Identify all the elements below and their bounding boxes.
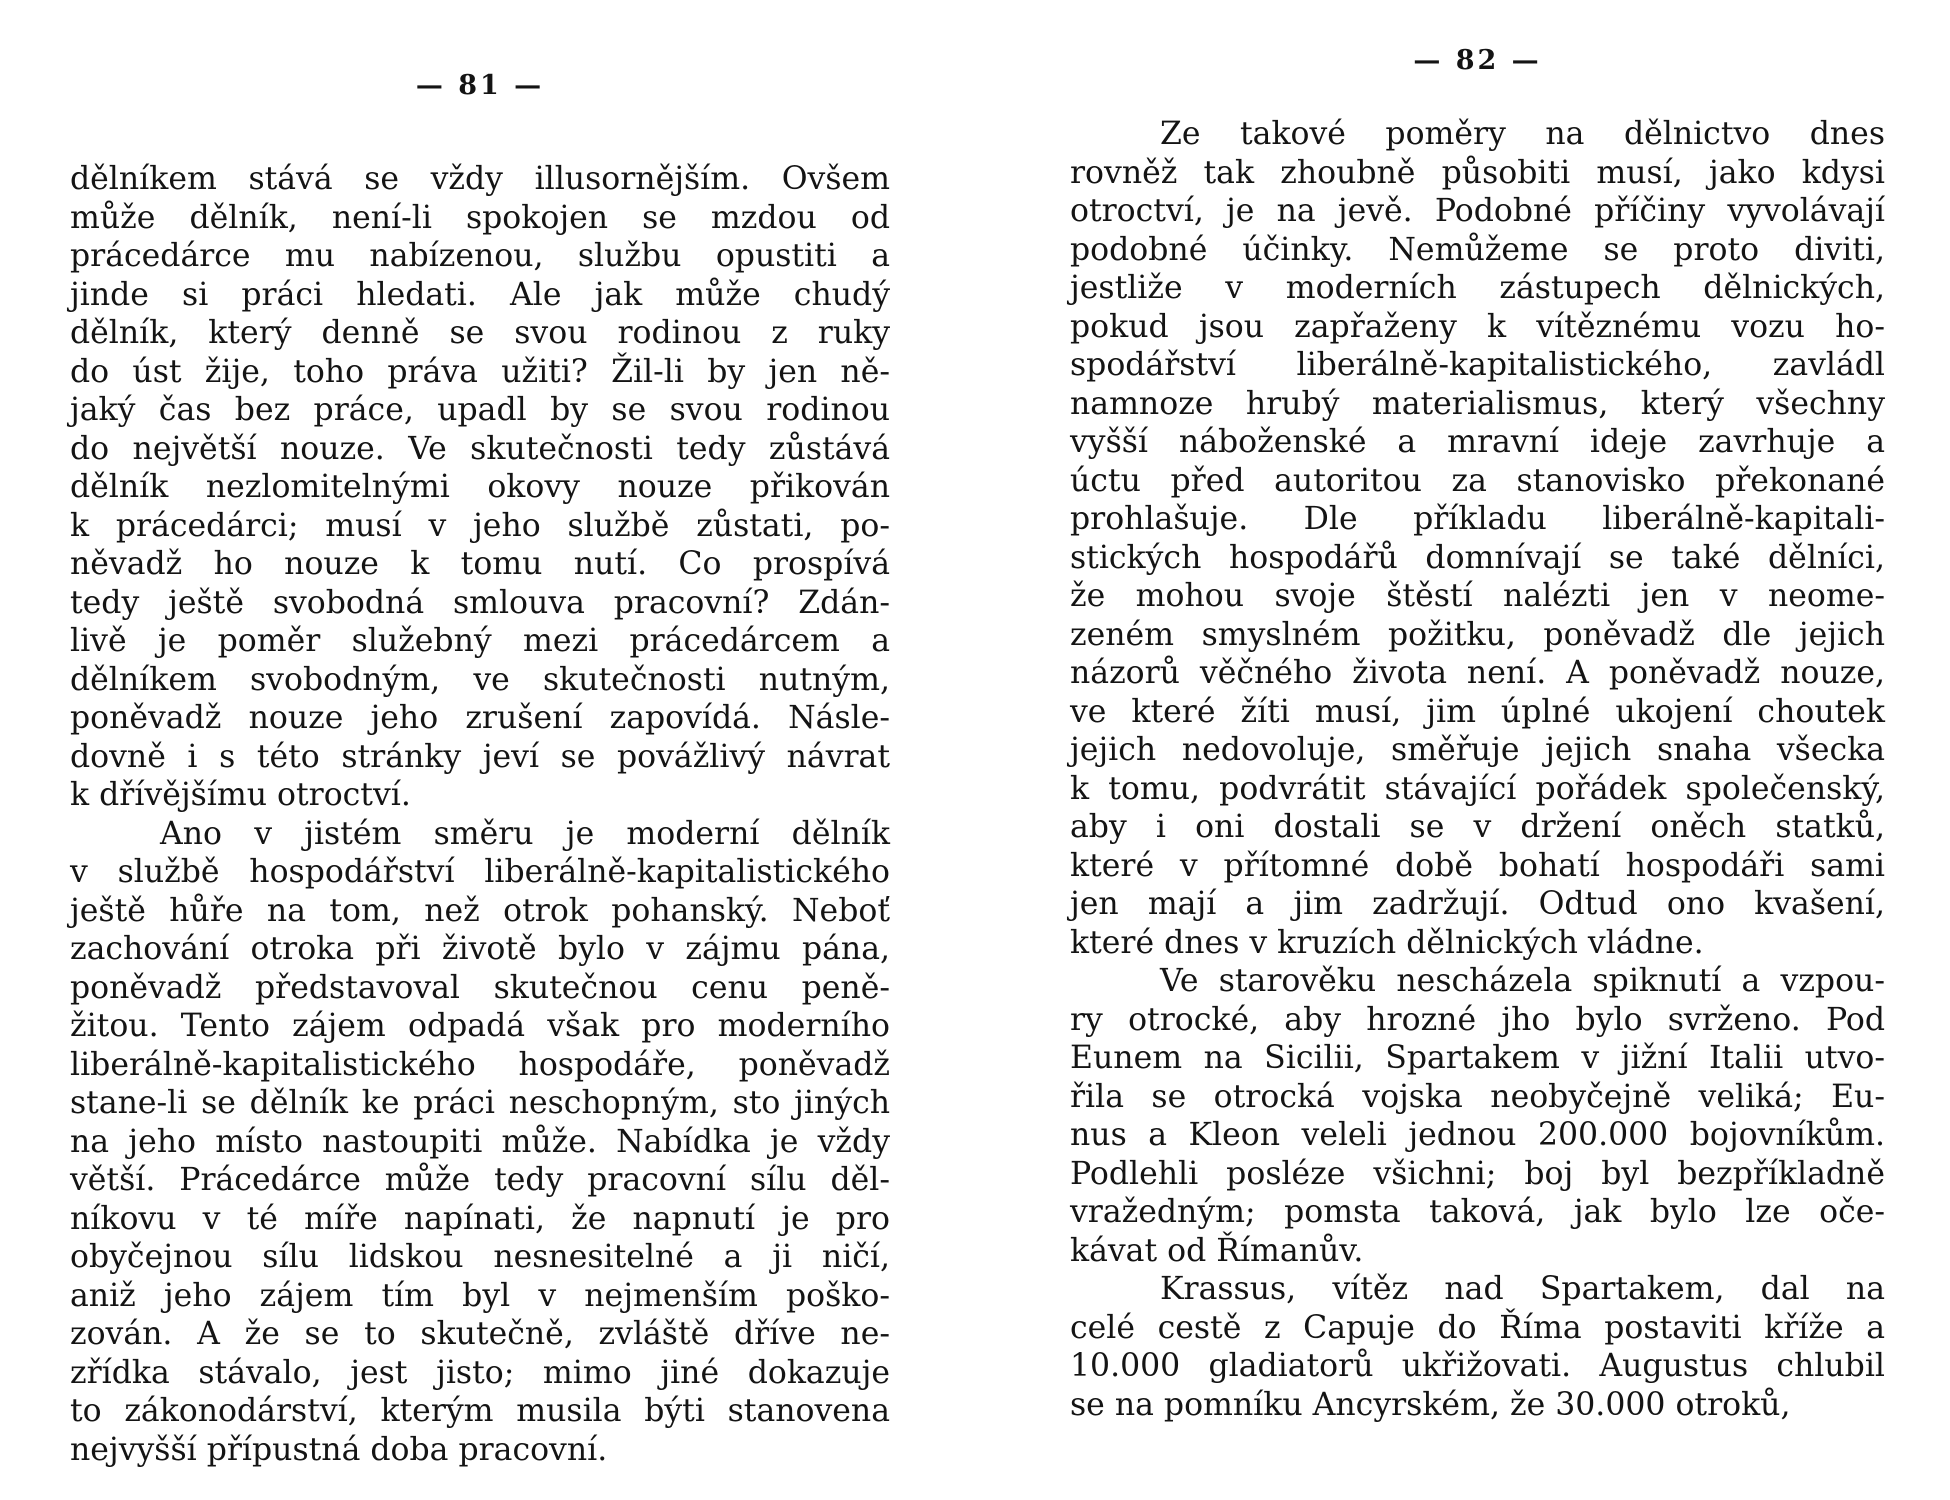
text-line: žitou. Tento zájem odpadá však pro moderního	[70, 1008, 890, 1044]
page-number: — 82 —	[1413, 45, 1542, 76]
page-number: — 81 —	[415, 70, 545, 101]
text-line: dělník, který denně se svou rodinou z ruky	[70, 315, 890, 351]
text-line: zeném smyslném požitku, poněvadž dle jejich	[1070, 616, 1885, 653]
text-line: nus a Kleon veleli jednou 200.000 bojovníkům.	[1070, 1117, 1885, 1153]
text-line: stane-li se dělník ke práci neschopným, sto jiných	[70, 1085, 890, 1121]
text-line: které v přítomné době bohatí hospodáři sami	[1070, 847, 1885, 884]
text-line: větší. Prácedárce může tedy pracovní sílu děl-	[70, 1162, 890, 1198]
text-line: že mohou svoje štěstí nalézti jen v neome-	[1070, 578, 1885, 614]
text-line: jaký čas bez práce, upadl by se svou rodinou	[70, 392, 890, 428]
text-line: dělníkem svobodným, ve skutečnosti nutným,	[70, 661, 890, 698]
text-line: jestliže v moderních zástupech dělnických,	[1070, 270, 1885, 306]
text-line: pokud jsou zapřaženy k vítěznému vozu ho-	[1070, 308, 1885, 345]
text-line: livě je poměr služebný mezi prácedárcem a	[70, 623, 890, 659]
text-line: Krassus, vítěz nad Spartakem, dal na	[1160, 1271, 1885, 1307]
text-line: nejvyšší přípustná doba pracovní.	[70, 1431, 608, 1468]
text-line: aniž jeho zájem tím byl v nejmenším poško-	[70, 1277, 890, 1314]
text-line: ještě hůře na tom, než otrok pohanský. Neboť	[70, 892, 890, 929]
text-line: prácedárce mu nabízenou, službu opustiti a	[70, 238, 890, 274]
text-line: vražedným; pomsta taková, jak bylo lze oče-	[1070, 1194, 1885, 1230]
text-line: k tomu, podvrátit stávající pořádek společenský,	[1070, 770, 1885, 807]
text-column	[1070, 115, 1885, 1424]
text-line: spodářství liberálně-kapitalistického, zavládl	[1070, 347, 1885, 383]
text-line: řila se otrocká vojska neobyčejně veliká; Eu-	[1070, 1078, 1885, 1115]
text-line: Ano v jistém směru je moderní dělník	[160, 815, 890, 852]
text-line: aby i oni dostali se v držení oněch statků,	[1070, 809, 1885, 845]
text-line: poněvadž nouze jeho zrušení zapovídá. Násle-	[70, 700, 890, 736]
text-line: namnoze hrubý materialismus, který všechny	[1070, 385, 1885, 422]
text-line: Podlehli posléze všichni; boj byl bezpříkladně	[1070, 1155, 1885, 1192]
text-line: k dřívějšímu otroctví.	[70, 777, 411, 813]
text-line: kávat od Římanův.	[1070, 1232, 1364, 1269]
text-line: Ve starověku nescházela spiknutí a vzpou-	[1160, 963, 1885, 999]
text-line: do úst žije, toho práva užiti? Žil-li by jen ně-	[70, 353, 890, 390]
text-line: poněvadž představoval skutečnou cenu peně-	[70, 969, 890, 1006]
text-line: rovněž tak zhoubně působiti musí, jako kdysi	[1070, 154, 1885, 191]
text-line: níkovu v té míře napínati, že napnutí je pro	[70, 1200, 890, 1237]
text-line: zachování otroka při životě bylo v zájmu pána,	[70, 931, 890, 967]
text-line: vyšší náboženské a mravní ideje zavrhuje a	[1070, 424, 1885, 460]
text-line: může dělník, není-li spokojen se mzdou od	[70, 199, 890, 236]
text-line: názorů věčného života není. A poněvadž nouze,	[1070, 655, 1885, 691]
text-line: stických hospodářů domnívají se také dělníci,	[1070, 539, 1885, 576]
left-page	[70, 0, 890, 1469]
text-line: v službě hospodářství liberálně-kapitalistického	[70, 854, 890, 890]
text-line: na jeho místo nastoupiti může. Nabídka je vždy	[70, 1123, 890, 1160]
text-line: Ze takové poměry na dělnictvo dnes	[1160, 116, 1885, 152]
text-line: liberálně-kapitalistického hospodáře, poněvadž	[70, 1046, 890, 1083]
text-line: něvadž ho nouze k tomu nutí. Co prospívá	[70, 546, 890, 582]
text-line: úctu před autoritou za stanovisko překonané	[1070, 462, 1885, 499]
text-line: jen mají a jim zadržují. Odtud ono kvašení,	[1070, 886, 1885, 922]
text-line: Eunem na Sicilii, Spartakem v jižní Italii utvo-	[1070, 1040, 1885, 1076]
text-line: ve které žíti musí, jim úplné ukojení choutek	[1070, 693, 1885, 730]
text-line: k prácedárci; musí v jeho službě zůstati, po-	[70, 507, 890, 544]
text-line: zován. A že se to skutečně, zvláště dříve ne-	[70, 1316, 890, 1352]
text-line: dovně i s této stránky jeví se povážlivý návrat	[70, 738, 890, 775]
text-line: zřídka stávalo, jest jisto; mimo jiné dokazuje	[70, 1354, 890, 1391]
right-page	[1070, 0, 1885, 1424]
text-column	[70, 160, 890, 1469]
text-line: tedy ještě svobodná smlouva pracovní? Zdán-	[70, 584, 890, 621]
text-line: prohlašuje. Dle příkladu liberálně-kapitali-	[1070, 501, 1885, 537]
text-line: to zákonodárství, kterým musila býti stanovena	[70, 1393, 890, 1429]
text-line: se na pomníku Ancyrském, že 30.000 otroků,	[1070, 1386, 1791, 1423]
text-line: dělník nezlomitelnými okovy nouze přikován	[70, 469, 890, 505]
text-line: které dnes v kruzích dělnických vládne.	[1070, 924, 1704, 961]
text-line: otroctví, je na jevě. Podobné příčiny vyvolávají	[1070, 193, 1885, 229]
text-line: celé cestě z Capuje do Říma postaviti kříže a	[1070, 1309, 1885, 1346]
text-line: jinde si práci hledati. Ale jak může chudý	[70, 276, 890, 313]
text-line: podobné účinky. Nemůžeme se proto diviti,	[1070, 231, 1885, 268]
text-line: ry otrocké, aby hrozné jho bylo svrženo. Pod	[1070, 1001, 1885, 1038]
text-line: do největší nouze. Ve skutečnosti tedy zůstává	[70, 430, 890, 467]
text-line: jejich nedovoluje, směřuje jejich snaha všecka	[1070, 732, 1885, 768]
text-line: 10.000 gladiatorů ukřižovati. Augustus chlubil	[1070, 1348, 1885, 1384]
text-line: obyčejnou sílu lidskou nesnesitelné a ji ničí,	[70, 1239, 890, 1275]
text-line: dělníkem stává se vždy illusornějším. Ovšem	[70, 161, 890, 197]
